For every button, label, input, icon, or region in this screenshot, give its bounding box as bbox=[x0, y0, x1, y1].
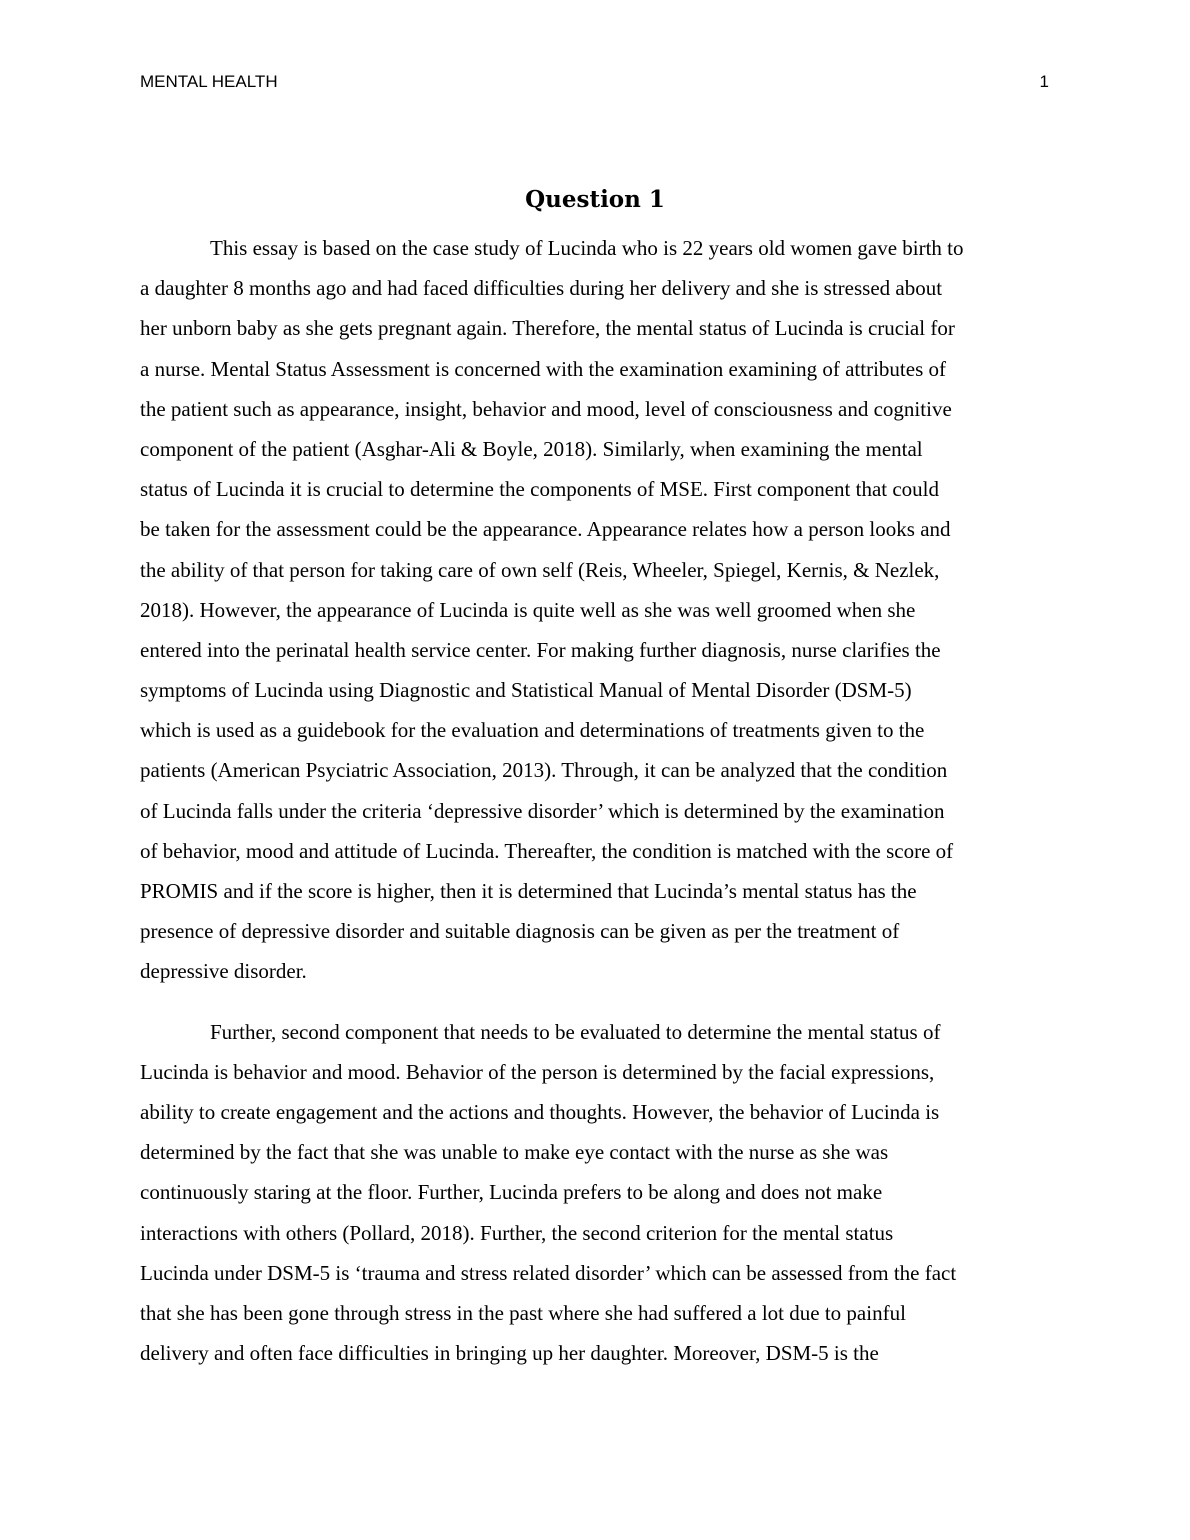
paragraph-line: entered into the perinatal health service center. For making further diagnosis, nurse clarifies the bbox=[140, 637, 941, 662]
paragraph-line: continuously staring at the floor. Further, Lucinda prefers to be along and does not make bbox=[140, 1180, 883, 1205]
paragraph-line: presence of depressive disorder and suitable diagnosis can be given as per the treatment of bbox=[140, 919, 900, 944]
paragraph-line: PROMIS and if the score is higher, then it is determined that Lucinda’s mental status has the bbox=[140, 879, 917, 903]
paragraph-line: symptoms of Lucinda using Diagnostic and Statistical Manual of Mental Disorder (DSM-5) bbox=[140, 678, 912, 703]
page-number: 1 bbox=[1039, 72, 1049, 91]
paragraph-line: the ability of that person for taking care of own self (Reis, Wheeler, Spiegel, Kernis, & Nezlek, bbox=[140, 557, 940, 582]
paragraph-line: Lucinda under DSM-5 is ‘trauma and stress related disorder’ which can be assessed from the fact bbox=[140, 1260, 957, 1285]
running-head: MENTAL HEALTH bbox=[140, 72, 278, 91]
paragraph-line: her unborn baby as she gets pregnant again. Therefore, the mental status of Lucinda is crucial for bbox=[140, 316, 955, 341]
paragraph-2 bbox=[140, 1012, 1049, 1374]
paragraph-line: delivery and often face difficulties in bringing up her daughter. Moreover, DSM-5 is the bbox=[140, 1341, 879, 1366]
paragraph-line: status of Lucinda it is crucial to determine the components of MSE. First component that could bbox=[140, 477, 940, 502]
document-body bbox=[140, 228, 1049, 1373]
section-title: Question 1 bbox=[525, 186, 665, 213]
paragraph-line: 2018). However, the appearance of Lucinda is quite well as she was well groomed when she bbox=[140, 597, 916, 622]
paragraph-line: component of the patient (Asghar-Ali & Boyle, 2018). Similarly, when examining the mental bbox=[140, 436, 923, 461]
paragraph-line: the patient such as appearance, insight, behavior and mood, level of consciousness and cognitive bbox=[140, 396, 952, 421]
paragraph-line: interactions with others (Pollard, 2018). Further, the second criterion for the mental status bbox=[140, 1220, 894, 1245]
paragraph-line: which is used as a guidebook for the evaluation and determinations of treatments given to the bbox=[140, 718, 925, 743]
paragraph-line: depressive disorder. bbox=[140, 959, 307, 984]
paragraph-line: patients (American Psyciatric Association, 2013). Through, it can be analyzed that the condition bbox=[140, 758, 948, 783]
paragraph-line: ability to create engagement and the actions and thoughts. However, the behavior of Lucinda is bbox=[140, 1099, 940, 1124]
paragraph-spacer bbox=[140, 992, 1049, 1012]
paragraph-line: that she has been gone through stress in the past where she had suffered a lot due to painful bbox=[140, 1300, 906, 1325]
paragraph-1 bbox=[140, 228, 1049, 992]
paragraph-line: of behavior, mood and attitude of Lucinda. Thereafter, the condition is matched with the score of bbox=[140, 838, 954, 863]
paragraph-line: a daughter 8 months ago and had faced difficulties during her delivery and she is stressed about bbox=[140, 276, 943, 301]
paragraph-line: be taken for the assessment could be the appearance. Appearance relates how a person looks and bbox=[140, 517, 951, 542]
paragraph-line: of Lucinda falls under the criteria ‘depressive disorder’ which is determined by the examination bbox=[140, 798, 945, 823]
paragraph-line: This essay is based on the case study of Lucinda who is 22 years old women gave birth to bbox=[210, 236, 964, 260]
paragraph-line: a nurse. Mental Status Assessment is concerned with the examination examining of attributes of bbox=[140, 356, 946, 381]
paragraph-line: determined by the fact that she was unable to make eye contact with the nurse as she was bbox=[140, 1140, 889, 1165]
paragraph-line: Further, second component that needs to be evaluated to determine the mental status of bbox=[210, 1019, 941, 1044]
paragraph-line: Lucinda is behavior and mood. Behavior of the person is determined by the facial expressions, bbox=[140, 1059, 935, 1084]
